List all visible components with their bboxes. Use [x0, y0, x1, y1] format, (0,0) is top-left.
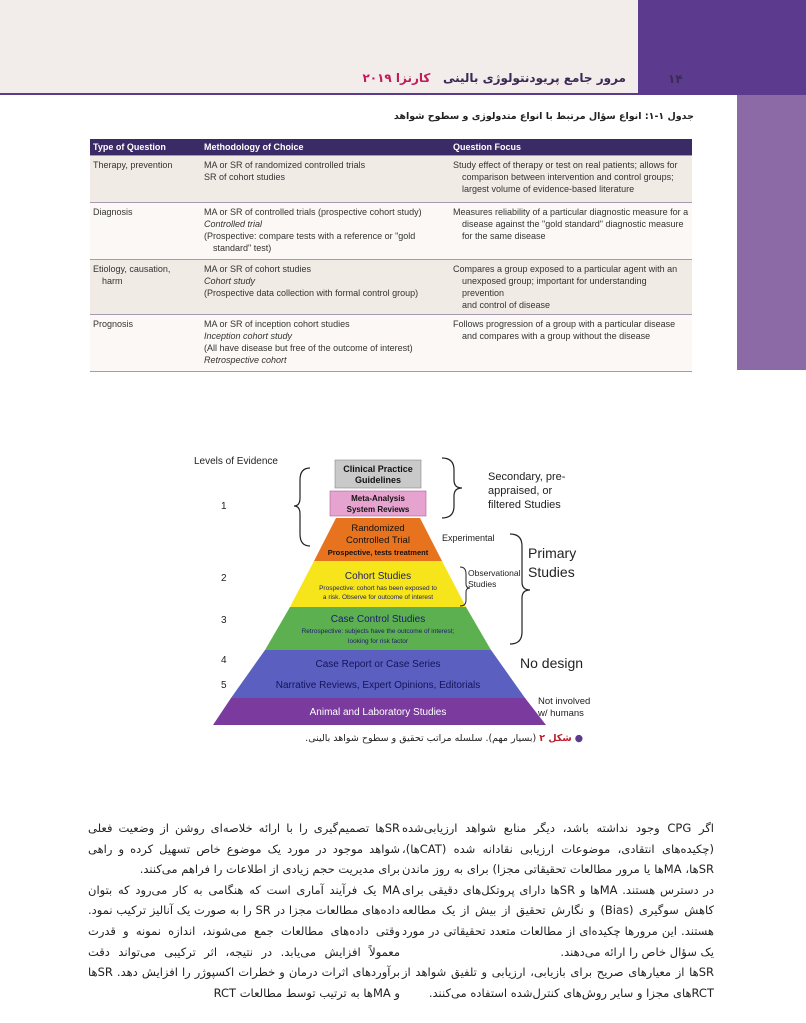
primary-brace [510, 534, 530, 644]
level-number: 2 [221, 573, 227, 584]
levels-title: Levels of Evidence [194, 456, 278, 467]
body-column-left [88, 818, 400, 1003]
secondary-label: Secondary, pre- [488, 471, 566, 483]
figure-caption-text: سلسله مراتب تحقیق و سطوح شواهد بالینی. [305, 733, 483, 744]
tier-rct-sub: Prospective, tests treatment [327, 548, 429, 557]
experimental-label: Experimental [442, 533, 495, 543]
table-row [90, 156, 692, 203]
not-involved-label: w/ humans [538, 708, 584, 719]
header-type: Type of Question [90, 139, 201, 156]
secondary-brace [442, 458, 462, 518]
not-involved-label: Not involved [538, 696, 591, 707]
table-header-row [90, 139, 692, 156]
tier-cohort-sub-2: a risk. Observe for outcome of interest [322, 594, 434, 601]
paragraph: اگر CPG وجود نداشته باشد، دیگر منابع شواهد ارزیابی‌شده (چکیده‌های انتقادی، موضوعات ارزیابی نقادانه شده (CATها)، SRها، MAها یا مرور مطالعات تحقیقاتی مجزا) برای به روز ماندن در دسترس هستند. MAها و SRها دارای پروتکل‌های دقیقی برای کاهش سوگیری (Bias) و نگارش تحقیق از بیش از یک مطالعه هستند. این مرورها چکیده‌ای از مطالعات متعدد تحقیقاتی در مورد یک سؤال خاص را ارائه می‌دهند. [402, 821, 714, 959]
book-edition: کارنزا ۲۰۱۹ [362, 71, 431, 85]
paragraph: SRها تصمیم‌گیری را با ارائه خلاصه‌ای روشن از وضعیت فعلی شواهد موجود در مورد یک موضوع خاص تسهیل کرده و راهی برای مدیریت حجم زیادی از اطلاعات را فراهم می‌کنند. [88, 821, 400, 877]
primary-label: Studies [528, 564, 575, 580]
tier-case-control-sub: Retrospective: subjects have the outcome of interest; [301, 628, 455, 635]
secondary-label: appraised, or [488, 485, 553, 497]
cell-focus: Measures reliability of a particular diagnostic measure for a disease against the "gold standard" diagnostic measure for the same disease [450, 203, 692, 260]
bullet-icon: ● [574, 733, 583, 744]
header-corner-block [638, 0, 806, 95]
left-brace [294, 468, 310, 546]
cell-method: MA or SR of inception cohort studies Inception cohort study (All have disease but free of the outcome of interest) Retrospective cohort [201, 315, 450, 372]
cell-method: MA or SR of controlled trials (prospective cohort study) Controlled trial (Prospective: compare tests with a reference or "gold standard" test) [201, 203, 450, 260]
tier-case-control-sub-2: looking for risk factor [348, 638, 408, 645]
tier-meta-analysis-label-2: System Reviews [346, 505, 410, 514]
level-number: 1 [221, 501, 227, 512]
tier-case-report-label: Case Report or Case Series [315, 659, 441, 670]
cell-method: MA or SR of cohort studies Cohort study (Prospective data collection with formal control group) [201, 260, 450, 315]
level-number: 5 [221, 680, 227, 691]
tier-guidelines-label-2: Guidelines [354, 475, 402, 485]
table-row [90, 203, 692, 260]
body-column-right [402, 818, 714, 1003]
header-methodology: Methodology of Choice [201, 139, 450, 156]
no-design-label: No design [520, 655, 584, 671]
cell-type: Prognosis [90, 315, 201, 372]
paragraph: SRها از معیارهای صریح برای بازیابی، ارزیابی و تلفیق شواهد از RCTهای مجزا و سایر روش‌های کنترل‌شده استفاده می‌کنند. [402, 965, 714, 1000]
page-number: ۱۴ [668, 72, 683, 86]
tier-guidelines-label: Clinical Practice [343, 464, 413, 474]
tier-animal-lab-label: Animal and Laboratory Studies [309, 707, 447, 718]
cell-focus: Follows progression of a group with a particular disease and compares with a group without the disease [450, 315, 692, 372]
table-row [90, 315, 692, 372]
observational-label: Observational [468, 568, 521, 578]
secondary-label: filtered Studies [488, 499, 561, 511]
tier-narrative-label: Narrative Reviews, Expert Opinions, Editorials [275, 680, 481, 691]
primary-label: Primary [528, 545, 577, 561]
tier-case-control-label: Case Control Studies [330, 614, 426, 625]
tier-rct-label: Randomized [351, 523, 405, 534]
cell-type: Diagnosis [90, 203, 201, 260]
cell-method: MA or SR of randomized controlled trials SR of cohort studies [201, 156, 450, 203]
book-title: مرور جامع پریودنتولوژی بالینی [442, 71, 626, 85]
figure-caption [305, 733, 583, 744]
header-focus: Question Focus [450, 139, 692, 156]
evidence-pyramid [190, 448, 610, 738]
chapter-side-tab [737, 95, 806, 370]
level-number: 3 [221, 615, 227, 626]
tier-rct-label-2: Controlled Trial [346, 535, 410, 546]
tier-meta-analysis-label: Meta-Analysis [351, 494, 405, 503]
evidence-pyramid-figure [190, 448, 610, 738]
cell-type: Therapy, prevention [90, 156, 201, 203]
observational-label: Studies [468, 579, 497, 589]
figure-label: شکل ۲ [539, 733, 572, 744]
level-number: 4 [221, 655, 227, 666]
evidence-table [90, 139, 692, 372]
cell-type: Etiology, causation, harm [90, 260, 201, 315]
cell-focus: Compares a group exposed to a particular agent with an unexposed group; important for understanding prevention and control of disease [450, 260, 692, 315]
header-rule [0, 93, 638, 95]
running-head [362, 71, 626, 85]
table-caption: جدول ۱-۱: انواع سؤال مرتبط با انواع متدولوژی و سطوح شواهد [393, 111, 694, 122]
paragraph: MA یک فرآیند آماری است که هنگامی به کار می‌رود که بتوان داده‌های مطالعات مجزا در SR را به صورت یک آنالیز ترکیب نمود. وقتی داده‌های مطالعات جمع می‌شوند، اندازه نمونه و قدرت معمولاً افزایش می‌یابد. در نتیجه، اثر ترکیبی می‌تواند دقت برآوردهای اثرات درمان و خطرات اکسپوژر را افزایش دهد. SRها و MAها به ترتیب توسط مطالعات RCT [88, 882, 400, 1000]
figure-importance: (بسیار مهم). [485, 733, 537, 744]
cell-focus: Study effect of therapy or test on real patients; allows for comparison between intervention and control groups; largest volume of evidence-based literature [450, 156, 692, 203]
tier-cohort-sub: Prospective: cohort has been exposed to [319, 585, 437, 592]
tier-cohort-label: Cohort Studies [344, 571, 412, 582]
table-row [90, 260, 692, 315]
